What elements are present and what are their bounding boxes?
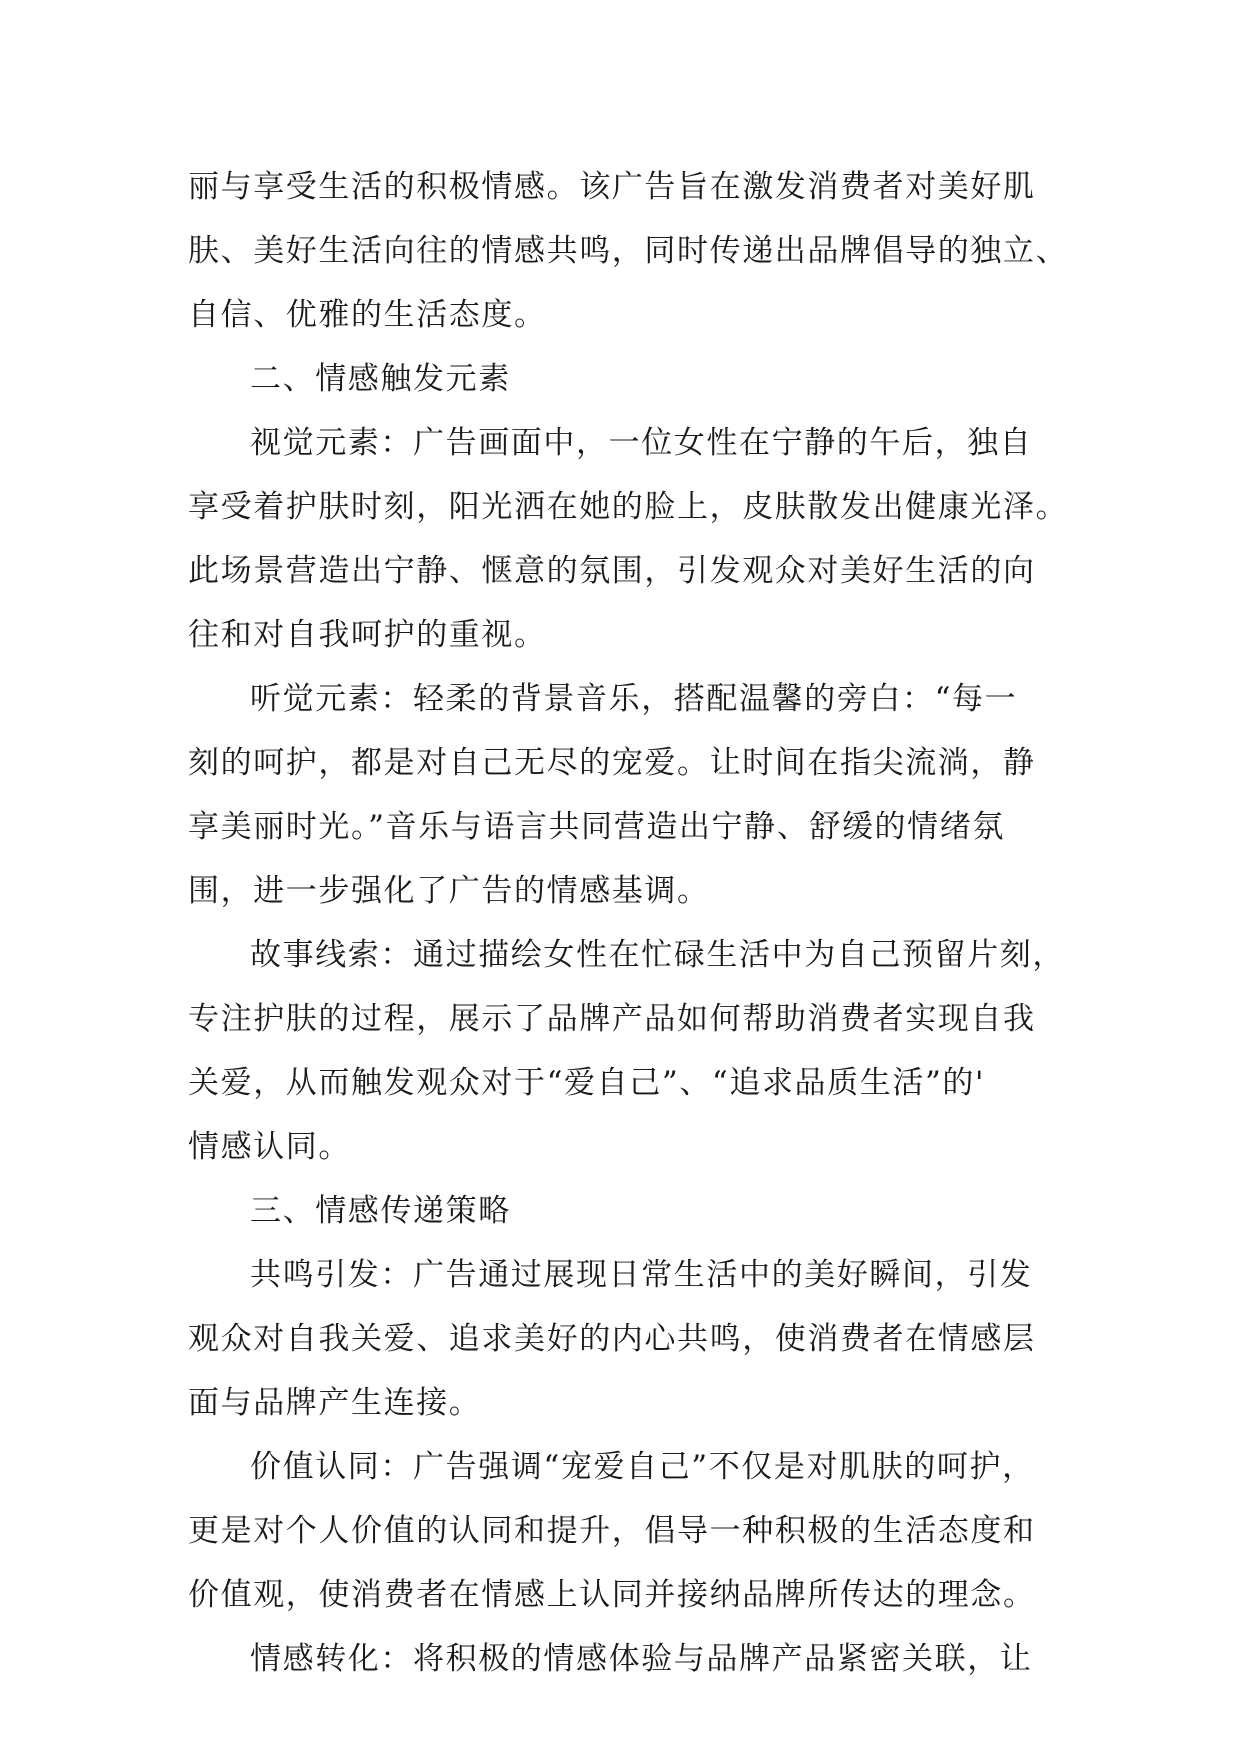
paragraph-line: 视觉元素：广告画面中，一位女性在宁静的午后，独自 xyxy=(250,425,1033,461)
paragraph-line: 丽与享受生活的积极情感。该广告旨在激发消费者对美好肌 xyxy=(188,169,1036,205)
paragraph-line: 自信、优雅的生活态度。 xyxy=(188,297,547,333)
paragraph-line: 听觉元素：轻柔的背景音乐，搭配温馨的旁白：“每一 xyxy=(250,681,1018,717)
paragraph-line: 情感认同。 xyxy=(188,1129,351,1165)
paragraph-line: 故事线索：通过描绘女性在忙碌生活中为自己预留片刻， xyxy=(250,937,1065,973)
paragraph-line: 肤、美好生活向往的情感共鸣，同时传递出品牌倡导的独立、 xyxy=(188,233,1069,269)
paragraph-line: 关爱，从而触发观众对于“爱自己”、“追求品质生活”的' xyxy=(188,1065,986,1101)
paragraph-line: 共鸣引发：广告通过展现日常生活中的美好瞬间，引发 xyxy=(250,1257,1033,1293)
paragraph-line: 刻的呵护，都是对自己无尽的宠爱。让时间在指尖流淌，静 xyxy=(188,745,1036,781)
paragraph-line: 往和对自我呵护的重视。 xyxy=(188,617,547,653)
paragraph-line: 观众对自我关爱、追求美好的内心共鸣，使消费者在情感层 xyxy=(188,1321,1036,1357)
section-heading-emotional-strategy: 三、情感传递策略 xyxy=(250,1193,511,1229)
paragraph-line: 价值认同：广告强调“宠爱自己”不仅是对肌肤的呵护， xyxy=(250,1449,1035,1485)
paragraph-line: 面与品牌产生连接。 xyxy=(188,1385,482,1421)
paragraph-line: 享受着护肤时刻，阳光洒在她的脸上，皮肤散发出健康光泽。 xyxy=(188,489,1069,525)
document-body xyxy=(188,155,1069,1691)
paragraph-line: 此场景营造出宁静、惬意的氛围，引发观众对美好生活的向 xyxy=(188,553,1036,589)
paragraph-line: 价值观，使消费者在情感上认同并接纳品牌所传达的理念。 xyxy=(188,1577,1036,1613)
paragraph-line: 专注护肤的过程，展示了品牌产品如何帮助消费者实现自我 xyxy=(188,1001,1036,1037)
paragraph-line: 享美丽时光。”音乐与语言共同营造出宁静、舒缓的情绪氛 xyxy=(188,809,1005,845)
section-heading-emotional-triggers: 二、情感触发元素 xyxy=(250,361,511,397)
paragraph-line: 围，进一步强化了广告的情感基调。 xyxy=(188,873,710,909)
paragraph-line: 更是对个人价值的认同和提升，倡导一种积极的生活态度和 xyxy=(188,1513,1036,1549)
paragraph-line: 情感转化：将积极的情感体验与品牌产品紧密关联，让 xyxy=(250,1641,1033,1677)
